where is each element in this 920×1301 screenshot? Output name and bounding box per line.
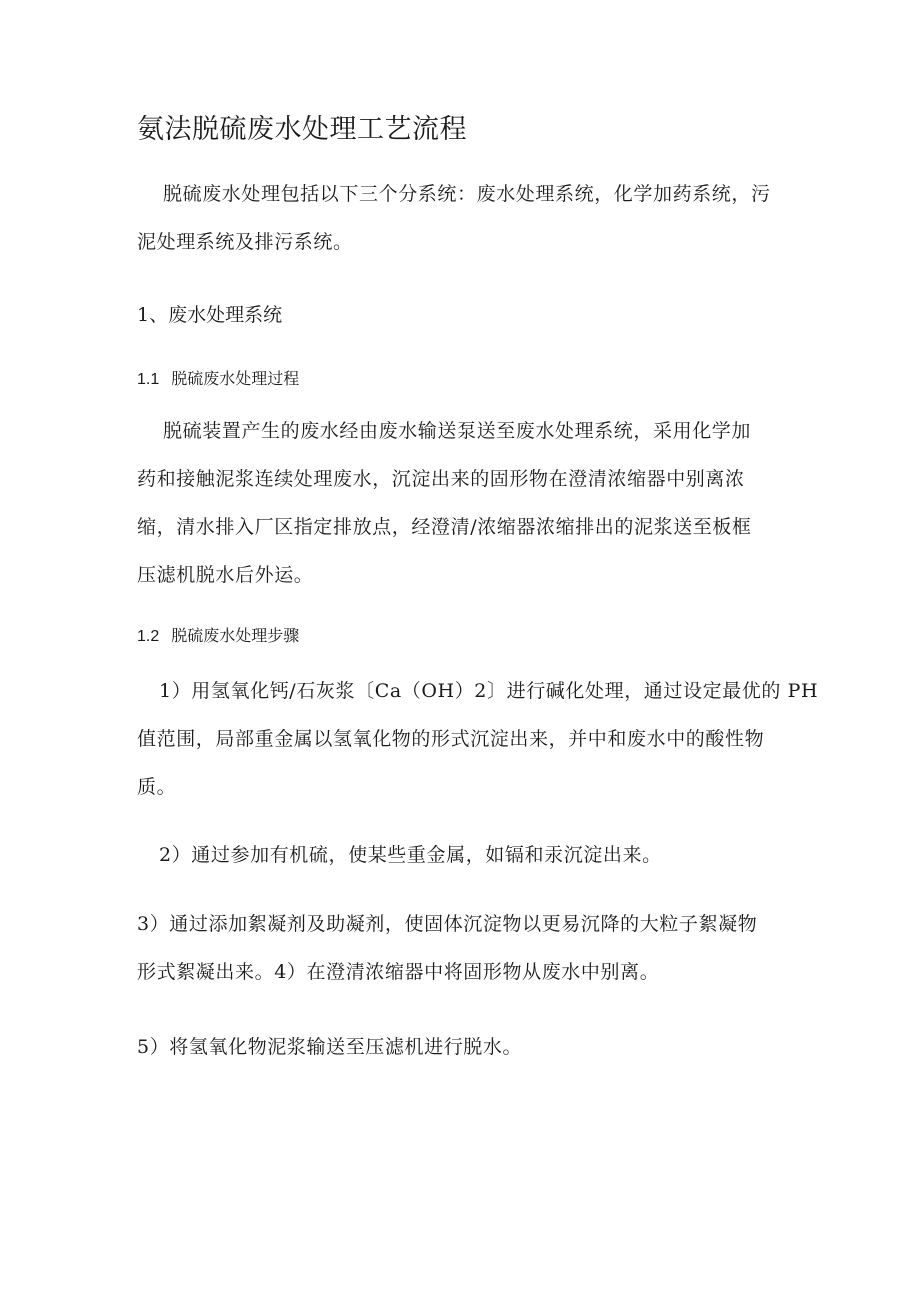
step-5-paragraph [137,1023,787,1071]
subsection-number: 1.2 [137,628,160,645]
step-2-paragraph [137,831,787,879]
subsection-1-2-heading [137,622,299,651]
process-line: 缩，清水排入厂区指定排放点，经澄清/浓缩器浓缩排出的泥浆送至板框 [137,516,752,538]
process-line: 药和接触泥浆连续处理废水，沉淀出来的固形物在澄清浓缩器中别离浓 [137,468,745,490]
intro-line: 泥处理系统及排污系统。 [137,231,353,253]
process-line: 脱硫装置产生的废水经由废水输送泵送至废水处理系统，采用化学加 [163,420,752,442]
step-line: 2）通过参加有机硫，使某些重金属，如镉和汞沉淀出来。 [159,844,662,866]
step-line: 质。 [137,776,177,798]
step-line: 值范围，局部重金属以氢氧化物的形式沉淀出来，并中和废水中的酸性物 [137,728,765,750]
subsection-number: 1.1 [137,371,160,388]
step-line: 形式絮凝出来。4）在澄清浓缩器中将固形物从废水中别离。 [137,961,660,983]
process-paragraph [137,407,787,599]
section-1-heading: 1、废水处理系统 [137,304,283,326]
step-3-paragraph [137,900,787,996]
subsection-1-1-heading [137,365,299,394]
step-line: 1）用氢氧化钙/石灰浆〔Ca（OH）2〕进行碱化处理，通过设定最优的 PH [159,680,819,702]
document-title: 氨法脱硫废水处理工艺流程 [137,114,467,145]
process-line: 压滤机脱水后外运。 [137,564,314,586]
intro-line: 脱硫废水处理包括以下三个分系统：废水处理系统，化学加药系统，污 [163,183,771,205]
subsection-label: 脱硫废水处理步骤 [171,626,300,645]
subsection-label: 脱硫废水处理过程 [171,369,300,388]
step-line: 5）将氢氧化物泥浆输送至压滤机进行脱水。 [137,1036,523,1058]
intro-paragraph [137,170,787,266]
step-1-paragraph [137,667,819,811]
step-line: 3）通过添加絮凝剂及助凝剂，使固体沉淀物以更易沉降的大粒子絮凝物 [137,913,758,935]
